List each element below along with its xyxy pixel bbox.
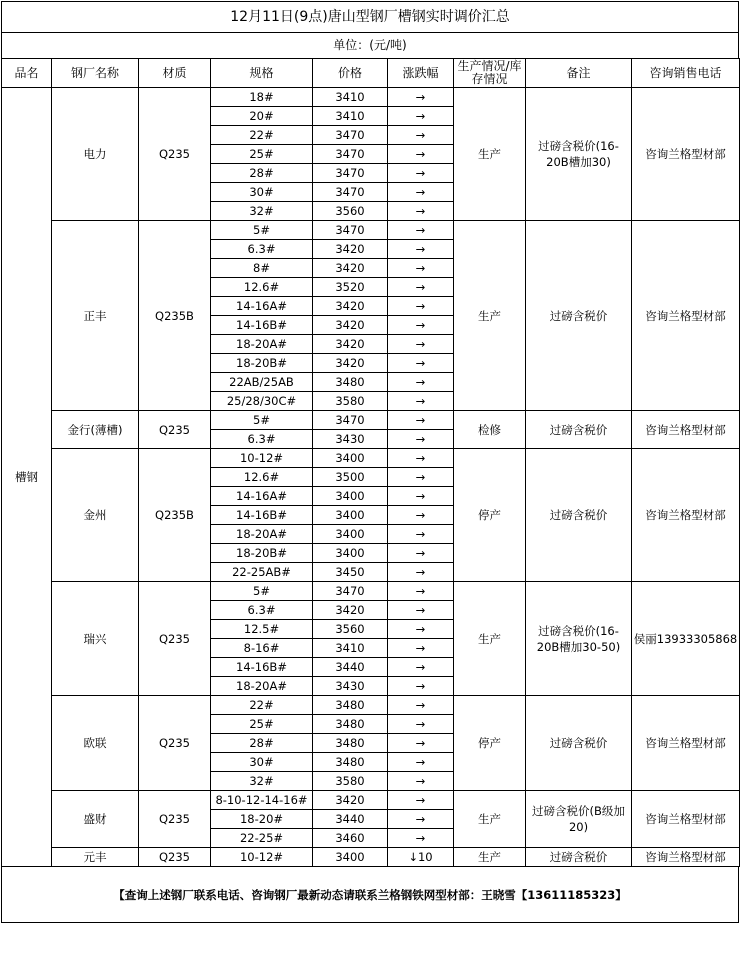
remark: 过磅含税价: [526, 411, 632, 449]
spec-cell: 14-16B#: [211, 506, 313, 525]
header-cell: 价格: [313, 59, 388, 88]
header-cell: 材质: [139, 59, 211, 88]
price-sheet: [1, 1, 739, 923]
spec-cell: 30#: [211, 183, 313, 202]
spec-cell: 14-16A#: [211, 297, 313, 316]
spec-cell: 18-20A#: [211, 525, 313, 544]
change-cell: →: [388, 639, 454, 658]
mill-name: 电力: [52, 88, 139, 221]
header-cell: 涨跌幅: [388, 59, 454, 88]
production-status: 生产: [454, 848, 526, 867]
table-row: [2, 791, 740, 810]
price-cell: 3400: [313, 487, 388, 506]
product-name: 槽钢: [2, 88, 52, 867]
mill-name: 欧联: [52, 696, 139, 791]
sales-contact: 咨询兰格型材部: [632, 848, 740, 867]
change-cell: →: [388, 259, 454, 278]
spec-cell: 5#: [211, 582, 313, 601]
change-cell: →: [388, 278, 454, 297]
table-row: [2, 88, 740, 107]
production-status: 生产: [454, 88, 526, 221]
price-cell: 3420: [313, 354, 388, 373]
spec-cell: 5#: [211, 411, 313, 430]
spec-cell: 22#: [211, 696, 313, 715]
price-cell: 3400: [313, 525, 388, 544]
change-cell: →: [388, 183, 454, 202]
spec-cell: 6.3#: [211, 601, 313, 620]
price-table: [1, 58, 740, 867]
change-cell: →: [388, 411, 454, 430]
change-cell: →: [388, 145, 454, 164]
material: Q235: [139, 791, 211, 848]
change-cell: →: [388, 563, 454, 582]
price-cell: 3480: [313, 373, 388, 392]
mill-name: 元丰: [52, 848, 139, 867]
spec-cell: 12.5#: [211, 620, 313, 639]
spec-cell: 30#: [211, 753, 313, 772]
price-cell: 3460: [313, 829, 388, 848]
change-cell: →: [388, 487, 454, 506]
spec-cell: 20#: [211, 107, 313, 126]
spec-cell: 18-20B#: [211, 544, 313, 563]
price-cell: 3470: [313, 164, 388, 183]
table-row: [2, 221, 740, 240]
material: Q235: [139, 411, 211, 449]
price-cell: 3480: [313, 734, 388, 753]
price-cell: 3430: [313, 677, 388, 696]
table-row: [2, 449, 740, 468]
header-cell: 咨询销售电话: [632, 59, 740, 88]
header-row: [2, 59, 740, 88]
change-cell: →: [388, 810, 454, 829]
spec-cell: 8#: [211, 259, 313, 278]
sales-contact: 咨询兰格型材部: [632, 411, 740, 449]
production-status: 停产: [454, 696, 526, 791]
spec-cell: 18-20B#: [211, 354, 313, 373]
spec-cell: 28#: [211, 734, 313, 753]
price-cell: 3470: [313, 221, 388, 240]
table-row: [2, 848, 740, 867]
page-title: 12月11日(9点)唐山型钢厂槽钢实时调价汇总: [1, 1, 739, 32]
price-cell: 3470: [313, 183, 388, 202]
production-status: 生产: [454, 221, 526, 411]
price-cell: 3420: [313, 791, 388, 810]
change-cell: →: [388, 715, 454, 734]
change-cell: →: [388, 601, 454, 620]
price-cell: 3480: [313, 753, 388, 772]
remark: 过磅含税价(16-20B槽加30-50): [526, 582, 632, 696]
sales-contact: 咨询兰格型材部: [632, 696, 740, 791]
production-status: 生产: [454, 582, 526, 696]
price-cell: 3470: [313, 582, 388, 601]
price-cell: 3500: [313, 468, 388, 487]
change-cell: →: [388, 107, 454, 126]
material: Q235: [139, 582, 211, 696]
change-cell: →: [388, 506, 454, 525]
change-cell: →: [388, 544, 454, 563]
change-cell: →: [388, 829, 454, 848]
spec-cell: 14-16B#: [211, 316, 313, 335]
price-cell: 3420: [313, 316, 388, 335]
spec-cell: 25#: [211, 145, 313, 164]
change-cell: →: [388, 354, 454, 373]
mill-name: 金州: [52, 449, 139, 582]
mill-name: 瑞兴: [52, 582, 139, 696]
material: Q235B: [139, 449, 211, 582]
spec-cell: 12.6#: [211, 278, 313, 297]
price-cell: 3410: [313, 88, 388, 107]
change-cell: →: [388, 696, 454, 715]
spec-cell: 5#: [211, 221, 313, 240]
price-cell: 3580: [313, 392, 388, 411]
sales-contact: 咨询兰格型材部: [632, 88, 740, 221]
change-cell: →: [388, 392, 454, 411]
price-cell: 3560: [313, 202, 388, 221]
change-cell: →: [388, 221, 454, 240]
change-cell: →: [388, 316, 454, 335]
header-cell: 品名: [2, 59, 52, 88]
change-cell: →: [388, 620, 454, 639]
price-cell: 3420: [313, 240, 388, 259]
spec-cell: 22-25AB#: [211, 563, 313, 582]
mill-name: 金行(薄槽): [52, 411, 139, 449]
change-cell: →: [388, 449, 454, 468]
spec-cell: 18-20#: [211, 810, 313, 829]
spec-cell: 18#: [211, 88, 313, 107]
material: Q235B: [139, 221, 211, 411]
spec-cell: 6.3#: [211, 240, 313, 259]
price-cell: 3400: [313, 506, 388, 525]
spec-cell: 18-20A#: [211, 677, 313, 696]
contact-footer: 【查询上述钢厂联系电话、咨询钢厂最新动态请联系兰格钢铁网型材部：王晓雪【13611185323】: [1, 867, 739, 923]
unit-label: 单位：(元/吨): [1, 32, 739, 58]
change-cell: →: [388, 677, 454, 696]
change-cell: →: [388, 772, 454, 791]
remark: 过磅含税价: [526, 221, 632, 411]
change-cell: →: [388, 126, 454, 145]
sales-contact: 咨询兰格型材部: [632, 449, 740, 582]
spec-cell: 22#: [211, 126, 313, 145]
change-cell: →: [388, 734, 454, 753]
change-cell: →: [388, 202, 454, 221]
spec-cell: 10-12#: [211, 449, 313, 468]
spec-cell: 18-20A#: [211, 335, 313, 354]
spec-cell: 25#: [211, 715, 313, 734]
spec-cell: 14-16A#: [211, 487, 313, 506]
price-cell: 3560: [313, 620, 388, 639]
spec-cell: 32#: [211, 772, 313, 791]
price-cell: 3410: [313, 107, 388, 126]
change-cell: →: [388, 525, 454, 544]
price-cell: 3400: [313, 544, 388, 563]
change-cell: →: [388, 753, 454, 772]
price-cell: 3470: [313, 145, 388, 164]
change-cell: →: [388, 164, 454, 183]
production-status: 停产: [454, 449, 526, 582]
change-cell: →: [388, 240, 454, 259]
spec-cell: 25/28/30C#: [211, 392, 313, 411]
table-row: [2, 582, 740, 601]
spec-cell: 22AB/25AB: [211, 373, 313, 392]
price-cell: 3420: [313, 601, 388, 620]
price-cell: 3440: [313, 810, 388, 829]
production-status: 检修: [454, 411, 526, 449]
sales-contact: 侯丽13933305868: [632, 582, 740, 696]
spec-cell: 12.6#: [211, 468, 313, 487]
production-status: 生产: [454, 791, 526, 848]
spec-cell: 22-25#: [211, 829, 313, 848]
price-cell: 3580: [313, 772, 388, 791]
change-cell: →: [388, 88, 454, 107]
price-cell: 3470: [313, 411, 388, 430]
remark: 过磅含税价: [526, 449, 632, 582]
material: Q235: [139, 848, 211, 867]
spec-cell: 14-16B#: [211, 658, 313, 677]
spec-cell: 28#: [211, 164, 313, 183]
price-cell: 3450: [313, 563, 388, 582]
price-cell: 3480: [313, 715, 388, 734]
mill-name: 盛财: [52, 791, 139, 848]
remark: 过磅含税价(16-20B槽加30): [526, 88, 632, 221]
price-cell: 3410: [313, 639, 388, 658]
change-cell: →: [388, 430, 454, 449]
price-cell: 3470: [313, 126, 388, 145]
table-row: [2, 411, 740, 430]
material: Q235: [139, 88, 211, 221]
header-cell: 规格: [211, 59, 313, 88]
mill-name: 正丰: [52, 221, 139, 411]
change-cell: →: [388, 335, 454, 354]
spec-cell: 6.3#: [211, 430, 313, 449]
price-cell: 3420: [313, 335, 388, 354]
price-cell: 3440: [313, 658, 388, 677]
spec-cell: 10-12#: [211, 848, 313, 867]
remark: 过磅含税价(B级加20): [526, 791, 632, 848]
change-cell: →: [388, 373, 454, 392]
price-cell: 3420: [313, 297, 388, 316]
spec-cell: 8-10-12-14-16#: [211, 791, 313, 810]
price-cell: 3430: [313, 430, 388, 449]
price-cell: 3520: [313, 278, 388, 297]
sales-contact: 咨询兰格型材部: [632, 221, 740, 411]
change-cell: →: [388, 582, 454, 601]
table-row: [2, 696, 740, 715]
header-cell: 备注: [526, 59, 632, 88]
change-cell: ↓10: [388, 848, 454, 867]
change-cell: →: [388, 658, 454, 677]
spec-cell: 8-16#: [211, 639, 313, 658]
header-cell: 生产情况/库存情况: [454, 59, 526, 88]
price-cell: 3400: [313, 848, 388, 867]
sales-contact: 咨询兰格型材部: [632, 791, 740, 848]
spec-cell: 32#: [211, 202, 313, 221]
change-cell: →: [388, 297, 454, 316]
price-cell: 3480: [313, 696, 388, 715]
change-cell: →: [388, 791, 454, 810]
remark: 过磅含税价: [526, 848, 632, 867]
header-cell: 钢厂名称: [52, 59, 139, 88]
price-cell: 3400: [313, 449, 388, 468]
price-cell: 3420: [313, 259, 388, 278]
material: Q235: [139, 696, 211, 791]
change-cell: →: [388, 468, 454, 487]
remark: 过磅含税价: [526, 696, 632, 791]
